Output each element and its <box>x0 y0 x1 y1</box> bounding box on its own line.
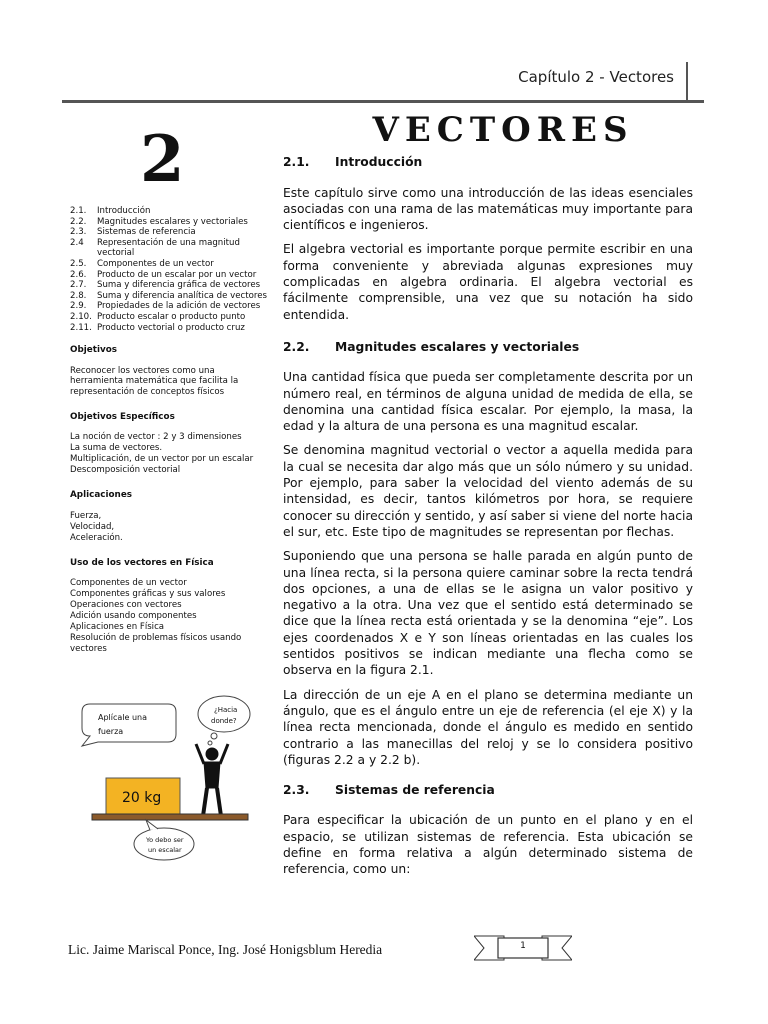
toc-item: 2.10. Producto escalar o producto punto <box>70 311 246 322</box>
list-item: La noción de vector : 2 y 3 dimensiones <box>70 432 242 443</box>
bubble-3-line2: un escalar <box>148 846 182 854</box>
ground <box>92 814 248 820</box>
toc-item: 2.4 Representación de una magnitud vectorial <box>70 237 240 259</box>
objetivos-heading: Objetivos <box>70 345 117 356</box>
section-heading: 2.3. Sistemas de referencia <box>283 783 495 798</box>
page-header <box>62 58 704 102</box>
bubble-1-line2: fuerza <box>98 727 124 736</box>
uso-heading: Uso de los vectores en Física <box>70 557 214 568</box>
speech-bubble-1 <box>82 704 176 746</box>
person-figure <box>196 744 228 816</box>
especificos-list <box>70 432 270 476</box>
illustration-svg <box>64 692 264 878</box>
list-item: Adición usando componentes <box>70 611 197 622</box>
list-item: Descomposición vectorial <box>70 465 181 476</box>
speech-bubble-3 <box>134 828 194 860</box>
toc-item: 2.2. Magnitudes escalares y vectoriales <box>70 216 248 227</box>
page-number: 1 <box>520 941 526 951</box>
main-content <box>283 108 693 886</box>
list-item: Velocidad, <box>70 521 115 532</box>
bubble-2-line2: donde? <box>211 717 237 725</box>
chapter-number: 2 <box>140 122 185 197</box>
paragraph: El algebra vectorial es importante porque permite escribir en una forma conveniente y abreviada algunas expresiones muy complicadas en algebra ordinaria. El algebra vectorial es fácilmente comprensible, una vez que su notación ha sido entendida. <box>283 242 693 322</box>
aplicaciones-heading: Aplicaciones <box>70 490 133 501</box>
section-heading: 2.2. Magnitudes escalares y vectoriales <box>283 339 580 354</box>
paragraph: Para especificar la ubicación de un punto en el plano y en el espacio, se utilizan sistemas de referencia. Esta ubicación se define en forma relativa a algún determinado sistema de referencia, como un: <box>283 813 693 877</box>
list-item: Fuerza, <box>70 510 102 521</box>
header-rule <box>62 100 704 103</box>
list-item: Componentes gráficas y sus valores <box>70 589 226 600</box>
table-of-contents <box>70 206 270 333</box>
toc-item: 2.6. Producto de un escalar por un vector <box>70 269 257 280</box>
paragraph: Este capítulo sirve como una introducción de las ideas esenciales asociadas con una rama de las matemáticas muy importante para científicos e ingenieros. <box>283 185 693 233</box>
toc-item: 2.11. Producto vectorial o producto cruz <box>70 322 245 333</box>
toc-item: 2.3. Sistemas de referencia <box>70 227 196 238</box>
list-item: La suma de vectores. <box>70 443 163 454</box>
list-item: Aplicaciones en Física <box>70 622 165 633</box>
list-item: Multiplicación, de un vector por un escalar <box>70 454 254 465</box>
toc-item: 2.9. Propiedades de la adición de vectores <box>70 301 261 312</box>
paragraph: La dirección de un eje A en el plano se determina mediante un ángulo, que es el ángulo entre un eje de referencia (el eje X) y la línea recta mencionada, donde el ángulo es medido en sentido contrario a las manecillas del reloj y se lo considera positivo (figuras 2.2 a y 2.2 b). <box>283 687 693 767</box>
especificos-heading: Objetivos Específicos <box>70 411 175 422</box>
list-item: Operaciones con vectores <box>70 600 182 611</box>
list-item: Resolución de problemas físicos usando vectores <box>70 633 242 655</box>
uso-list <box>70 578 270 655</box>
toc-item: 2.7. Suma y diferencia gráfica de vectores <box>70 280 261 291</box>
paragraph: Una cantidad física que pueda ser completamente descrita por un número real, en términos de alguna unidad de medida de ella, se denomina una cantidad física escalar. Por ejemplo, la masa, la edad y la altura de una persona es una magnitud escalar. <box>283 370 693 434</box>
paragraph: Suponiendo que una persona se halle parada en algún punto de una línea recta, si la persona quiere caminar sobre la recta tendrá dos opciones, a una de ellas se le asigna un valor positivo y negativo a la otra. Una vez que el sentido está determinado se dice que la línea recta está orientada y se la denomina “eje”. Los ejes coordenados X e Y son líneas orientadas en las cuales los sentidos positivos se indican mediante una flecha como se observa en la figura 2.1. <box>283 549 693 678</box>
bubble-3-line1: Yo debo ser <box>146 836 184 844</box>
list-item: Componentes de un vector <box>70 578 187 589</box>
toc-item: 2.8. Suma y diferencia analítica de vectores <box>70 290 267 301</box>
footer-authors: Lic. Jaime Mariscal Ponce, Ing. José Honigsblum Heredia <box>68 942 383 957</box>
bubble-2-line1: ¿Hacia <box>214 706 238 714</box>
thought-bubble-2 <box>198 696 250 732</box>
section-heading: 2.1. Introducción <box>283 155 423 170</box>
toc-item: 2.5. Componentes de un vector <box>70 258 214 269</box>
illustration <box>64 692 264 878</box>
paragraph: Se denomina magnitud vectorial o vector a aquella medida para la cual se necesita dar algo más que un sólo número y su unidad. Por ejemplo, para saber la velocidad del viento además de su intensidad, es decir, tantos kilómetros por hora, se requiere conocer su dirección y sentido, y así saber si viene del norte hacia el sur, etc. Este tipo de magnitudes se representan por flechas. <box>283 443 693 539</box>
list-item: Aceleración. <box>70 532 123 543</box>
chapter-header-title: Capítulo 2 - Vectores <box>518 68 674 86</box>
page-title: VECTORES <box>372 110 634 150</box>
toc-item: 2.1. Introducción <box>70 206 151 216</box>
sidebar <box>70 206 270 655</box>
page-number-badge <box>474 934 572 962</box>
box-label: 20 kg <box>122 790 162 806</box>
header-tick <box>686 62 688 102</box>
objetivos-text: Reconocer los vectores como una herramienta matemática que facilita la representación de conceptos físicos <box>70 365 239 397</box>
bubble-1-line1: Aplícale una <box>98 713 148 722</box>
aplicaciones-list <box>70 511 270 544</box>
